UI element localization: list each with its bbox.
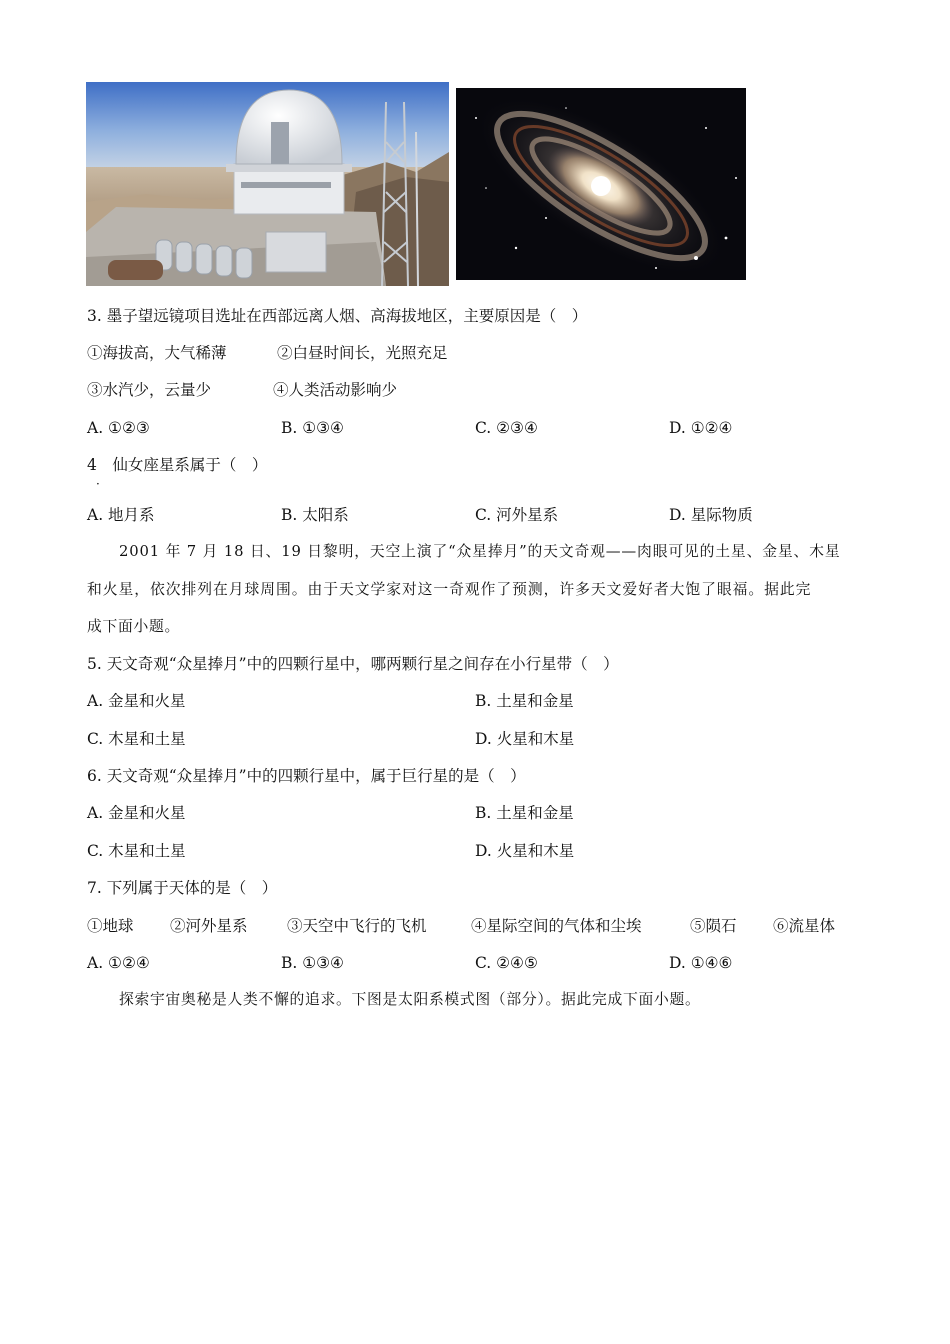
passage1-line-1: 2001 年 7 月 18 日、19 日黎明，天空上演了“众星捧月”的天文奇观——肉眼可见的土星、金星、木星	[119, 543, 841, 560]
q4-option-c[interactable]: C. 河外星系	[475, 506, 559, 524]
q3-option-a[interactable]: A. ①②③	[87, 419, 150, 437]
q6-option-d[interactable]: D. 火星和木星	[475, 842, 575, 860]
passage1-line-2: 和火星，依次排列在月球周围。由于天文学家对这一奇观作了预测，许多天文爱好者大饱了眼福。据此完	[87, 581, 812, 598]
telescope-observatory-image	[86, 82, 449, 286]
q3-fact-1: ①海拔高，大气稀薄	[87, 344, 227, 362]
q7-option-c[interactable]: C. ②④⑤	[475, 954, 538, 972]
q6-option-b[interactable]: B. 土星和金星	[475, 804, 574, 822]
q6-option-c[interactable]: C. 木星和土星	[87, 842, 186, 860]
q7-fact-2: ②河外星系	[170, 917, 248, 935]
q4-stem: 4 仙女座星系属于（ ）	[87, 456, 268, 474]
q7-stem: 7. 下列属于天体的是（ ）	[87, 879, 278, 897]
q7-option-b[interactable]: B. ①③④	[281, 954, 344, 972]
q4-option-b[interactable]: B. 太阳系	[281, 506, 349, 524]
q4-option-a[interactable]: A. 地月系	[87, 506, 155, 524]
q3-option-d[interactable]: D. ①②④	[669, 419, 733, 437]
passage1-line-3: 成下面小题。	[87, 618, 180, 635]
q5-option-c[interactable]: C. 木星和土星	[87, 730, 186, 748]
passage2: 探索宇宙奥秘是人类不懈的追求。下图是太阳系模式图（部分）。据此完成下面小题。	[119, 991, 701, 1008]
q3-option-b[interactable]: B. ①③④	[281, 419, 344, 437]
q3-fact-4: ④人类活动影响少	[273, 381, 398, 399]
q7-option-a[interactable]: A. ①②④	[87, 954, 150, 972]
q7-fact-3: ③天空中飞行的飞机	[287, 917, 427, 935]
q5-option-b[interactable]: B. 土星和金星	[475, 692, 574, 710]
q6-stem: 6. 天文奇观“众星捧月”中的四颗行星中，属于巨行星的是（ ）	[87, 767, 526, 785]
q5-stem: 5. 天文奇观“众星捧月”中的四颗行星中，哪两颗行星之间存在小行星带（ ）	[87, 655, 619, 673]
q5-option-d[interactable]: D. 火星和木星	[475, 730, 575, 748]
q7-option-d[interactable]: D. ①④⑥	[669, 954, 733, 972]
q3-option-c[interactable]: C. ②③④	[475, 419, 538, 437]
q6-option-a[interactable]: A. 金星和火星	[87, 804, 186, 822]
q7-fact-1: ①地球	[87, 917, 134, 935]
q4-number-dot: ·	[96, 477, 100, 491]
q3-stem: 3. 墨子望远镜项目选址在西部远离人烟、高海拔地区，主要原因是（ ）	[87, 307, 588, 325]
q7-fact-5: ⑤陨石	[690, 917, 737, 935]
q5-option-a[interactable]: A. 金星和火星	[87, 692, 186, 710]
q7-fact-4: ④星际空间的气体和尘埃	[471, 917, 642, 935]
q7-fact-6: ⑥流星体	[773, 917, 836, 935]
galaxy-image	[456, 88, 746, 280]
q3-fact-3: ③水汽少，云量少	[87, 381, 212, 399]
q4-option-d[interactable]: D. 星际物质	[669, 506, 753, 524]
q3-fact-2: ②白昼时间长，光照充足	[277, 344, 448, 362]
